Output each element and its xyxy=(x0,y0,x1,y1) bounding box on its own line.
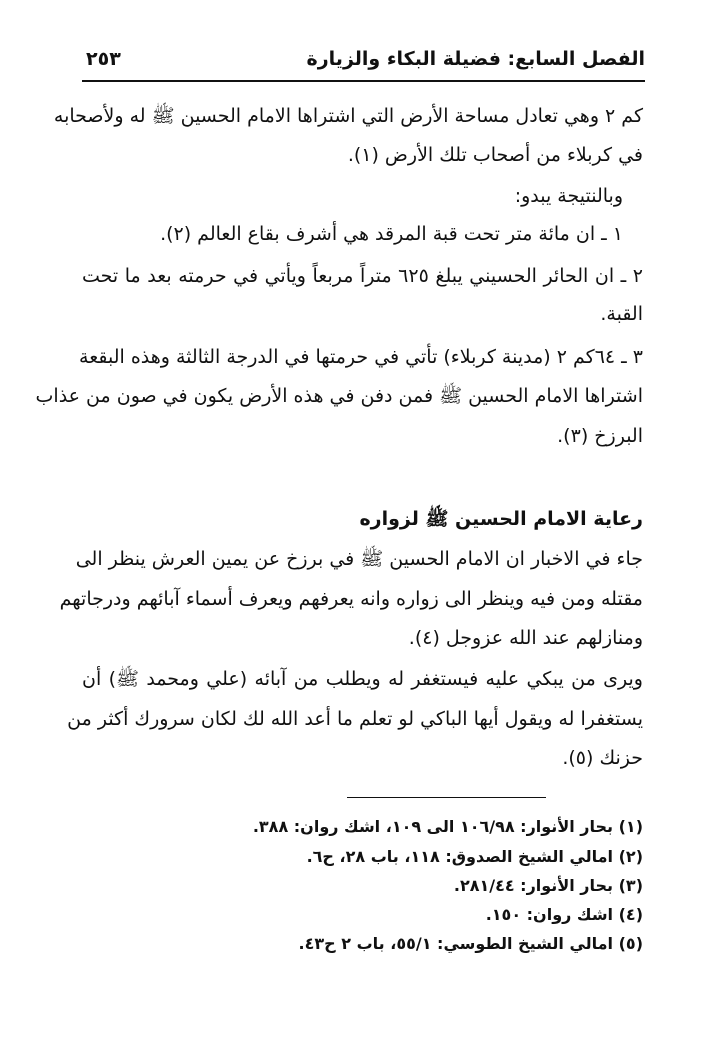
paragraph-line: القبة. xyxy=(600,303,643,325)
section-heading: رعاية الامام الحسين ﷺ لزواره xyxy=(359,508,643,530)
paragraph-line: في كربلاء من أصحاب تلك الأرض (١). xyxy=(347,144,643,166)
footnote: (٣) بحار الأنوار: ٢٨١/٤٤. xyxy=(453,876,643,895)
footnote: (٤) اشك روان: ١٥٠. xyxy=(485,905,643,924)
paragraph-line: كم ٢ وهي تعادل مساحة الأرض التي اشتراها الامام الحسين ﷺ له ولأصحابه xyxy=(53,105,643,127)
list-item: ٣ ـ ٦٤كم ٢ (مدينة كربلاء) تأتي في حرمتها في الدرجة الثالثة وهذه البقعة xyxy=(79,346,643,368)
paragraph-line: البرزخ (٣). xyxy=(557,425,643,447)
paragraph-line: ومنازلهم عند الله عزوجل (٤). xyxy=(408,627,643,649)
paragraph-line: اشتراها الامام الحسين ﷺ فمن دفن في هذه الأرض يكون في صون من عذاب xyxy=(35,385,643,407)
paragraph-line: جاء في الاخبار ان الامام الحسين ﷺ في برزخ عن يمين العرش ينظر الى xyxy=(75,548,643,570)
footnote-rule xyxy=(347,797,546,798)
list-item: ٢ ـ ان الحائر الحسيني يبلغ ٦٢٥ متراً مربعاً ويأتي في حرمته بعد ما تحت xyxy=(82,265,643,287)
paragraph-line: يستغفرا له ويقول أيها الباكي لو تعلم ما أعد الله لك لكان سرورك أكثر من xyxy=(67,708,643,730)
paragraph-line: حزنك (٥). xyxy=(562,747,643,769)
paragraph-line: مقتله ومن فيه وينظر الى زواره وانه يعرفهم ويعرف أسماء آبائهم ودرجاتهم xyxy=(59,588,643,610)
header-rule xyxy=(82,80,645,82)
paragraph-line: ويرى من يبكي عليه فيستغفر له ويطلب من آبائه (علي ومحمد ﷺ) أن xyxy=(82,668,643,690)
footnote: (٥) امالي الشيخ الطوسي: ٥٥/١، باب ٢ ح٤٣. xyxy=(298,934,643,953)
list-item: ١ ـ ان مائة متر تحت قبة المرقد هي أشرف بقاع العالم (٢). xyxy=(160,223,623,245)
footnote: (١) بحار الأنوار: ١٠٦/٩٨ الى ١٠٩، اشك روان: ٣٨٨. xyxy=(252,817,643,836)
running-header-title: الفصل السابع: فضيلة البكاء والزيارة xyxy=(306,48,645,70)
page-number: ٢٥٣ xyxy=(86,48,121,70)
footnote: (٢) امالي الشيخ الصدوق: ١١٨، باب ٢٨، ح٦. xyxy=(306,847,643,866)
paragraph-line: وبالنتيجة يبدو: xyxy=(514,185,623,207)
